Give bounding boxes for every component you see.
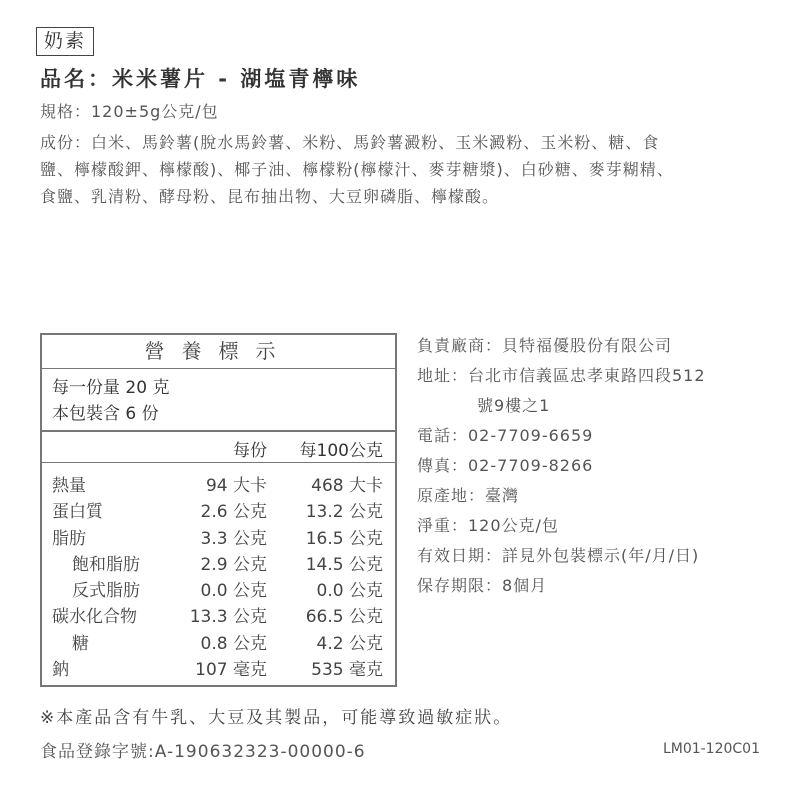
ingredients-block — [40, 129, 780, 210]
lot-code: LM01-120C01 — [662, 741, 760, 757]
address-line: 地址：台北市信義區忠孝東路四段512 — [417, 366, 706, 385]
nutrition-row — [42, 521, 395, 547]
serving-size: 每一份量 20 克 — [52, 378, 170, 398]
serving-info — [52, 375, 169, 427]
nutrition-title: 營養標示 — [42, 335, 395, 369]
nutrient-label: 飽和脂肪 — [72, 554, 140, 575]
nutrition-rows — [42, 468, 395, 681]
per-serving-value: 2.6 公克 — [200, 502, 267, 523]
address-line: 號9樓之1 — [477, 396, 551, 415]
nutrient-label: 蛋白質 — [52, 502, 103, 523]
per-serving-value: 94 大卡 — [205, 476, 267, 496]
divider — [42, 462, 395, 463]
col-per-100g: 每100公克 — [299, 441, 383, 461]
spec-line: 規格：120±5g公克/包 — [40, 102, 219, 121]
nutrient-label: 反式脂肪 — [72, 581, 140, 602]
nutrition-column-header — [42, 432, 395, 462]
per-100g-value: 535 毫克 — [311, 660, 383, 681]
servings-per-package: 本包裝含 6 份 — [52, 404, 159, 424]
per-serving-value: 2.9 公克 — [200, 554, 267, 575]
per-100g-value: 4.2 公克 — [316, 633, 383, 654]
nutrition-row — [42, 468, 395, 494]
vegetarian-tag: 奶素 — [36, 27, 94, 56]
ingredients-line: 鹽、檸檬酸鉀、檸檬酸)、椰子油、檸檬粉(檸檬汁、麥芽糖漿)、白砂糖、麥芽糊精、 — [40, 160, 674, 179]
shelf-life: 保存期限：8個月 — [417, 576, 548, 595]
nutrition-row — [42, 599, 395, 628]
origin: 原產地：臺灣 — [417, 486, 520, 505]
per-100g-value: 0.0 公克 — [316, 581, 383, 602]
nutrient-label: 鈉 — [52, 660, 69, 681]
fax: 傳真：02-7709-8266 — [417, 456, 594, 475]
per-serving-value: 0.8 公克 — [200, 633, 267, 654]
nutrient-label: 碳水化合物 — [52, 607, 137, 628]
allergen-notice: ※本產品含有牛乳、大豆及其製品，可能導致過敏症狀。 — [40, 708, 513, 728]
per-100g-value: 66.5 公克 — [305, 607, 383, 628]
nutrition-row — [42, 573, 395, 602]
nutrition-facts-table — [40, 333, 397, 687]
expiry-date: 有效日期：詳見外包裝標示(年/月/日) — [417, 546, 700, 565]
nutrition-row — [42, 494, 395, 523]
product-name: 品名：米米薯片 - 湖塩青檸味 — [40, 67, 361, 91]
nutrient-label: 糖 — [72, 633, 89, 654]
ingredients-line: 食鹽、乳清粉、酵母粉、昆布抽出物、大豆卵磷脂、檸檬酸。 — [40, 187, 500, 206]
nutrition-row — [42, 626, 395, 652]
per-100g-value: 13.2 公克 — [305, 502, 383, 523]
company-info — [417, 331, 787, 601]
manufacturer: 負責廠商：貝特福優股份有限公司 — [417, 336, 673, 355]
nutrition-row — [42, 547, 395, 573]
per-serving-value: 3.3 公克 — [200, 528, 267, 549]
registration-number: 食品登錄字號:A-190632323-00000-6 — [40, 742, 366, 762]
per-serving-value: 13.3 公克 — [189, 607, 267, 628]
nutrient-label: 熱量 — [52, 476, 86, 496]
col-per-serving: 每份 — [233, 441, 267, 461]
nutrition-row — [42, 652, 395, 681]
ingredients-line: 成份：白米、馬鈴薯(脫水馬鈴薯、米粉、馬鈴薯澱粉、玉米澱粉、玉米粉、糖、食 — [40, 133, 660, 152]
per-100g-value: 468 大卡 — [311, 476, 383, 496]
per-serving-value: 107 毫克 — [195, 660, 267, 681]
per-100g-value: 14.5 公克 — [305, 554, 383, 575]
nutrient-label: 脂肪 — [52, 528, 86, 549]
per-serving-value: 0.0 公克 — [200, 581, 267, 602]
phone: 電話：02-7709-6659 — [417, 426, 594, 445]
per-100g-value: 16.5 公克 — [305, 528, 383, 549]
net-weight: 淨重：120公克/包 — [417, 516, 559, 535]
